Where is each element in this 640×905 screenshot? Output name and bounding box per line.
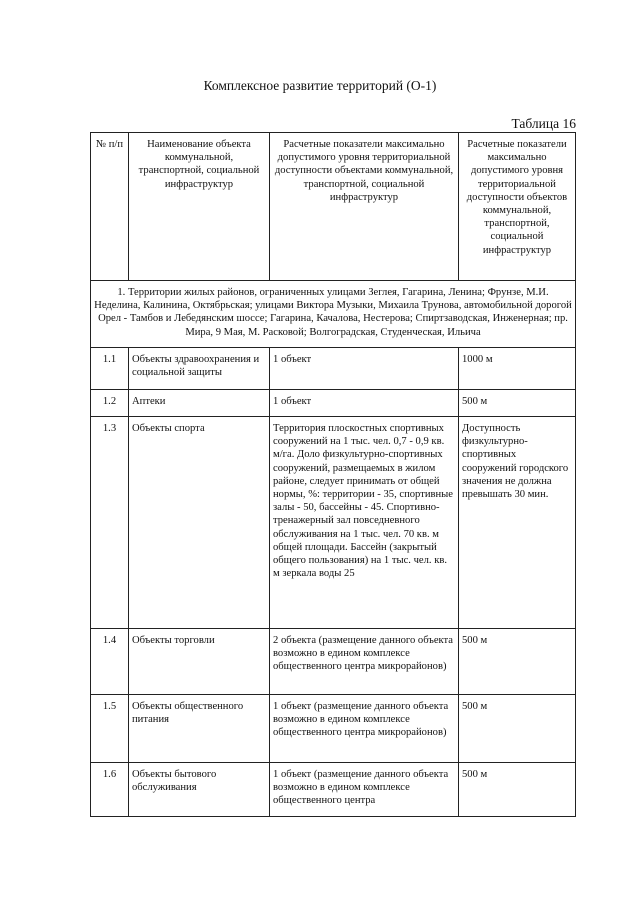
row-indicator: 2 объекта (размещение данного объекта возможно в едином комплексе общественного центра микрорайонов) — [270, 629, 459, 695]
row-indicator: 1 объект (размещение данного объекта возможно в едином комплексе общественного центра — [270, 763, 459, 817]
row-accessibility: Доступность физкультурно-спортивных сооружений городского значения не должна превышать 30 мин. — [459, 417, 576, 629]
row-accessibility: 500 м — [459, 629, 576, 695]
row-indicator: Территория плоскостных спортивных сооружений на 1 тыс. чел. 0,7 - 0,9 кв. м/га. Доло физкультурно-спортивных сооружений, размещаемых в жилом районе, следует принимать от общей нормы, %: территории - 35, спортивные залы - 50, бассейны - 45. Спортивно-тренажерный зал повседневного обслуживания на 1 тыс. чел. 70 кв. м общей площади. Бассейн (закрытый общего пользования) на 1 тыс. чел. кв. м зеркала воды 25 — [270, 417, 459, 629]
table-row — [91, 763, 576, 817]
section-description: 1. Территории жилых районов, ограниченных улицами Зеглея, Гагарина, Ленина; Фрунзе, М.И. Неделина, Калинина, Октябрьская; улицами Виктора Музыки, Михаила Трунова, автомобильной дорогой Орел - Тамбов и Лебедянским шоссе; Гагарина, Качалова, Нестерова; Спиртзаводская, Инженерная; пр. Мира, 9 Мая, М. Расковой; Волгоградская, Студенческая, Ильича — [91, 281, 576, 348]
row-object-name: Объекты общественного питания — [129, 695, 270, 763]
table-row — [91, 629, 576, 695]
row-object-name: Объекты спорта — [129, 417, 270, 629]
section-row — [91, 281, 576, 348]
table-label: Таблица 16 — [511, 116, 576, 131]
row-number: 1.5 — [91, 695, 129, 763]
row-accessibility: 500 м — [459, 695, 576, 763]
row-number: 1.4 — [91, 629, 129, 695]
table-row — [91, 347, 576, 389]
table-header-row — [91, 133, 576, 281]
row-number: 1.3 — [91, 417, 129, 629]
header-object-name: Наименование объекта коммунальной, транспортной, социальной инфраструктур — [129, 133, 270, 281]
row-number: 1.1 — [91, 347, 129, 389]
infrastructure-table — [90, 132, 576, 817]
header-accessibility: Расчетные показатели максимально допустимого уровня территориальной доступности объектов коммунальной, транспортной, социальной инфраструктур — [459, 133, 576, 281]
row-number: 1.2 — [91, 389, 129, 416]
row-object-name: Объекты бытового обслуживания — [129, 763, 270, 817]
row-indicator: 1 объект — [270, 389, 459, 416]
row-accessibility: 500 м — [459, 763, 576, 817]
table-row — [91, 389, 576, 416]
row-object-name: Объекты торговли — [129, 629, 270, 695]
row-object-name: Объекты здравоохранения и социальной защиты — [129, 347, 270, 389]
table-row — [91, 695, 576, 763]
header-number: № п/п — [91, 133, 129, 281]
row-indicator: 1 объект (размещение данного объекта возможно в едином комплексе общественного центра микрорайонов) — [270, 695, 459, 763]
document-title: Комплексное развитие территорий (О-1) — [203, 78, 437, 93]
table-row — [91, 417, 576, 629]
header-indicator: Расчетные показатели максимально допустимого уровня территориальной доступности объектами коммунальной, транспортной, социальной инфраструктур — [270, 133, 459, 281]
row-accessibility: 1000 м — [459, 347, 576, 389]
row-accessibility: 500 м — [459, 389, 576, 416]
row-number: 1.6 — [91, 763, 129, 817]
row-object-name: Аптеки — [129, 389, 270, 416]
row-indicator: 1 объект — [270, 347, 459, 389]
